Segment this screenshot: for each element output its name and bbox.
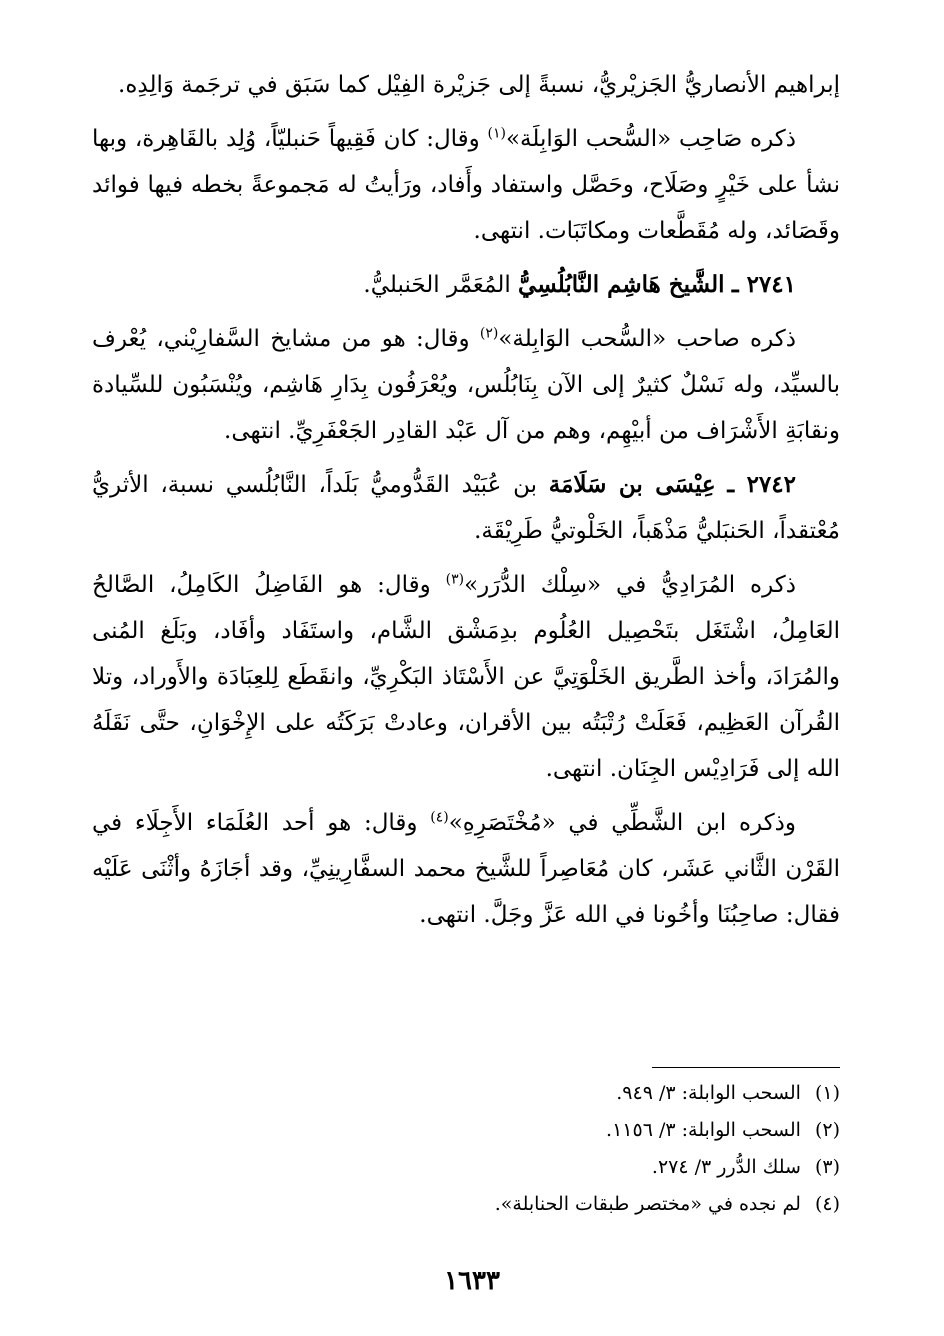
footnote-number: (٣) bbox=[814, 1156, 840, 1178]
footnote-ref: (٤) bbox=[430, 809, 449, 826]
paragraph-citation bbox=[92, 800, 840, 938]
footnote-divider bbox=[652, 1067, 840, 1068]
entry-heading bbox=[92, 462, 840, 554]
page-number: ١٦٣٣ bbox=[444, 1266, 500, 1296]
paragraph-text-after: وقال: هو من مشايخ السَّفارِيْني، يُعْرف بالسيِّد، وله نَسْلٌ كثيرٌ إلى الآن بِنَابُلُس، ويُعْرَفُون بِدَارِ هَاشِم، ويُنْسَبُون للسِّيادة ونقابَةِ الأَشْرَاف من أبيْهِم، وهم من آل عَبْد القادِر الجَعْفَرِيِّ. انتهى. bbox=[92, 326, 840, 444]
entry-number: ٢٧٤١ ـ bbox=[731, 271, 796, 298]
paragraph-continuation bbox=[92, 62, 840, 108]
paragraph-text-after: وقال: هو الفَاضِلُ الكَامِلُ، الصَّالحُ العَامِلُ، اشْتَغَل بتَحْصِيل العُلُوم بدِمَشْق الشَّام، واستَفَاد وأفَاد، وبَلَغ المُنى والمُرَادَ، وأخذ الطَّريق الخَلْوَتِيَّ عن الأَسْتَاذ البَكْرِيِّ، وانقَطَع لِلعِبَادَة والأَوراد، وتلا القُرآن العَظِيم، فَعَلَتْ رُتْبَتُه بين الأقران، وعادتْ بَرَكَتُه على الإِخْوَانِ، حتَّى نَقَلَهُ الله إلى فَرَادِيْس الجِنَان. انتهى. bbox=[92, 572, 840, 782]
paragraph-citation bbox=[92, 562, 840, 792]
paragraph-citation bbox=[92, 316, 840, 454]
paragraph-citation bbox=[92, 116, 840, 254]
footnote-number: (١) bbox=[814, 1082, 840, 1104]
footnote-number: (٤) bbox=[814, 1193, 840, 1215]
paragraph-text: إبراهيم الأنصاريُّ الجَزيْريُّ، نسبةً إلى جَزيْرة الفِيْل كما سَبَق في ترجَمة وَالِدِه. bbox=[118, 72, 840, 98]
footnote-item bbox=[92, 1149, 840, 1186]
footnotes bbox=[92, 1075, 840, 1223]
paragraph-text-after: وقال: هو أحد العُلَمَاء الأَجِلَاء في القَرْن الثَّاني عَشَر، كان مُعَاصِراً للشَّيخ محمد السفَّارِينِيِّ، وقد أجَازَهُ وأثْنَى عَلَيْه فقال: صاحِبُنَا وأخُونا في الله عَزَّ وجَلَّ. انتهى. bbox=[92, 810, 840, 928]
footnote-text: السحب الوابلة: ٣/ ٩٤٩. bbox=[616, 1082, 801, 1104]
main-text bbox=[92, 62, 840, 946]
footnote-ref: (٢) bbox=[479, 325, 499, 342]
paragraph-text-before: ذكره صَاحِب «السُّحب الوَابِلَة» bbox=[505, 126, 796, 152]
entry-heading bbox=[92, 262, 840, 308]
entry-number: ٢٧٤٢ ـ bbox=[727, 471, 796, 498]
footnote-text: السحب الوابلة: ٣/ ١١٥٦. bbox=[606, 1119, 801, 1141]
footnote-ref: (٣) bbox=[445, 571, 465, 588]
footnote-text: سلك الدُّرر ٣/ ٢٧٤. bbox=[651, 1156, 801, 1178]
entry-description: المُعَمَّر الحَنبليُّ. bbox=[363, 272, 519, 298]
footnote-ref: (١) bbox=[487, 125, 506, 142]
footnote-text: لم نجده في «مختصر طبقات الحنابلة». bbox=[494, 1193, 801, 1215]
footnote-item bbox=[92, 1075, 840, 1112]
footnote-item bbox=[92, 1112, 840, 1149]
paragraph-text-before: ذكره المُرَادِيُّ في «سِلْك الدُّرَر» bbox=[464, 572, 796, 598]
paragraph-text-before: وذكره ابن الشَّطِّي في «مُخْتَصَرِهِ» bbox=[448, 810, 796, 836]
paragraph-text-before: ذكره صاحب «السُّحب الوَابِلة» bbox=[498, 326, 796, 352]
footnote-number: (٢) bbox=[814, 1119, 840, 1141]
footnote-item bbox=[92, 1186, 840, 1223]
paragraph-text-after: وقال: كان فَقِيهاً حَنبليّاً، وُلِد بالقَاهِرة، وبها نشأ على خَيْرٍ وصَلَاح، وحَصَّل واستفاد وأَفاد، ورَأيتُ له مَجموعةً بخطه فيها فوائد وقَصَائد، وله مُقَطَّعات ومكاتَبَات. انتهى. bbox=[92, 126, 840, 244]
entry-name: الشَّيخ هَاشِم النَّابُلُسِيُّ bbox=[518, 271, 725, 298]
entry-description: بن عُبَيْد القَدُّوميُّ بَلَداً، النَّابُلُسي نسبة، الأثريُّ مُعْتقداً، الحَنبَليُّ مَذْهَباً، الخَلْوتيُّ طَرِيْقَة. bbox=[92, 472, 840, 544]
entry-name: عِيْسَى بن سَلَامَة bbox=[548, 471, 716, 498]
